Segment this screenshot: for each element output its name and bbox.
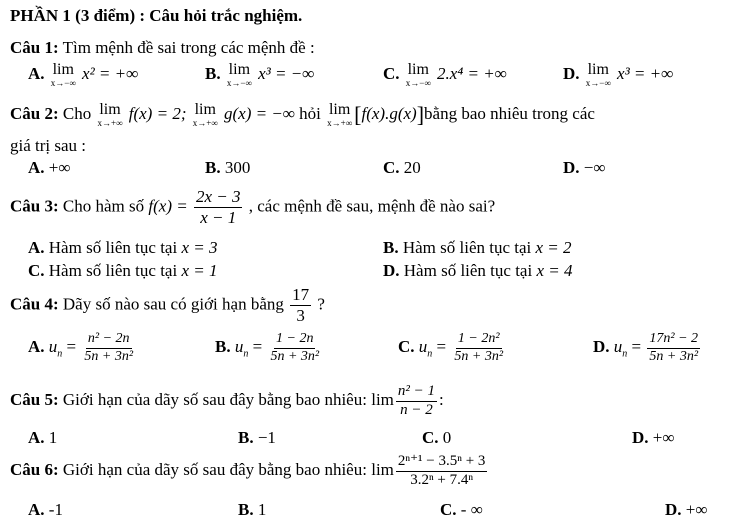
- q2-bracket-open: [: [354, 102, 362, 127]
- q4-b-den: 5n + 3n²: [270, 348, 320, 364]
- q3-option-c-math: x = 1: [181, 261, 218, 280]
- q3-option-b-text: Hàm số liên tục tại: [402, 238, 532, 257]
- q3-option-d[interactable]: [383, 261, 572, 281]
- q6-option-d[interactable]: [665, 500, 708, 520]
- q3-option-c[interactable]: [28, 261, 217, 281]
- q1-b-expr: x³ = −∞: [258, 63, 315, 83]
- q4-a-num: n² − 2n: [86, 332, 132, 349]
- question-2: [10, 102, 595, 128]
- q4-d-den: 5n + 3n²: [649, 348, 699, 364]
- q1-option-c-key: C.: [383, 63, 400, 83]
- q5-option-a-value: 1: [48, 428, 58, 447]
- q2-expr-f: f(x) = 2;: [128, 103, 187, 123]
- question-2-hoi: hỏi: [299, 103, 321, 123]
- q1-b-lim-sub: x→−∞: [226, 78, 252, 88]
- q3-option-a-key: A.: [28, 238, 45, 257]
- q2-lim-f: lim: [99, 101, 121, 118]
- q2-option-b-value: 300: [224, 158, 251, 177]
- q2-option-a-value: +∞: [48, 158, 71, 177]
- q4-c-eq: =: [436, 337, 447, 357]
- q6-option-d-value: +∞: [685, 500, 708, 519]
- question-5-text: Giới hạn của dãy số sau đây bằng bao nhiêu:: [62, 390, 367, 410]
- q3-option-b[interactable]: [383, 238, 572, 258]
- question-6-label: Câu 6:: [10, 460, 59, 480]
- question-1-text: Tìm mệnh đề sai trong các mệnh đề :: [62, 38, 315, 57]
- question-5-label: Câu 5:: [10, 390, 59, 410]
- q5-colon: :: [439, 390, 444, 410]
- question-6-text: Giới hạn của dãy số sau đây bằng bao nhiêu:: [62, 460, 367, 480]
- q3-option-b-key: B.: [383, 238, 399, 257]
- q3-option-a-text: Hàm số liên tục tại: [48, 238, 178, 257]
- q1-a-lim: lim: [52, 61, 74, 78]
- question-1: [10, 38, 315, 58]
- q4-option-b-key: B.: [215, 337, 231, 357]
- q4-c-num: 1 − 2n²: [456, 332, 502, 349]
- q3-option-d-key: D.: [383, 261, 400, 280]
- q5-option-a[interactable]: [28, 428, 57, 448]
- q3-option-a[interactable]: [28, 238, 217, 258]
- q2-option-d[interactable]: [563, 158, 606, 178]
- q5-option-b[interactable]: [238, 428, 276, 448]
- q4-option-a[interactable]: [28, 332, 137, 364]
- q5-option-b-key: B.: [238, 428, 254, 447]
- q2-bracket-close: ]: [416, 102, 425, 127]
- question-3-text-before: Cho hàm số: [62, 196, 145, 216]
- q4-d-num: 17n² − 2: [647, 332, 700, 349]
- q2-expr-fg: f(x).g(x): [361, 103, 417, 123]
- q4-option-c[interactable]: [398, 332, 507, 364]
- q4-option-d[interactable]: [593, 332, 702, 364]
- q5-option-a-key: A.: [28, 428, 45, 447]
- question-2-text-after: bằng bao nhiêu trong các: [424, 103, 595, 123]
- q3-option-d-text: Hàm số liên tục tại: [403, 261, 533, 280]
- q3-option-a-math: x = 3: [181, 238, 218, 257]
- q4-a-den: 5n + 3n²: [84, 348, 134, 364]
- q1-option-c[interactable]: [383, 62, 507, 88]
- q4-option-b[interactable]: [215, 332, 323, 364]
- q2-lim-f-sub: x→+∞: [97, 118, 123, 128]
- q5-option-d-key: D.: [632, 428, 649, 447]
- q4-d-sub: n: [622, 348, 628, 360]
- q2-option-a-key: A.: [28, 158, 45, 177]
- q2-expr-g: g(x) = −∞: [223, 103, 295, 123]
- q3-option-d-math: x = 4: [536, 261, 573, 280]
- q4-d-lhs: u: [613, 337, 623, 357]
- q2-option-c-key: C.: [383, 158, 400, 177]
- q2-option-c-value: 20: [403, 158, 421, 177]
- question-2-line2: giá trị sau :: [10, 136, 87, 155]
- q5-option-d[interactable]: [632, 428, 675, 448]
- q6-option-a[interactable]: [28, 500, 63, 520]
- q4-a-sub: n: [57, 348, 63, 360]
- q6-option-b[interactable]: [238, 500, 266, 520]
- q1-option-b-key: B.: [205, 63, 221, 83]
- q2-lim-g: lim: [194, 101, 216, 118]
- q3-option-c-text: Hàm số liên tục tại: [48, 261, 178, 280]
- question-2-cho: Cho: [62, 103, 92, 123]
- q3-option-c-key: C.: [28, 261, 45, 280]
- q6-option-c-value: - ∞: [460, 500, 483, 519]
- q6-option-b-key: B.: [238, 500, 254, 519]
- q1-a-lim-sub: x→−∞: [50, 78, 76, 88]
- q4-d-eq: =: [631, 337, 642, 357]
- q2-option-b-key: B.: [205, 158, 221, 177]
- question-4-label: Câu 4:: [10, 294, 59, 314]
- q2-option-b[interactable]: [205, 158, 250, 178]
- question-2-label: Câu 2:: [10, 103, 59, 123]
- q4-c-sub: n: [427, 348, 433, 360]
- q2-lim-fg-sub: x→+∞: [327, 118, 353, 128]
- q3-fraction-den: x − 1: [200, 207, 237, 227]
- q4-option-c-key: C.: [398, 337, 415, 357]
- q1-option-d-key: D.: [563, 63, 580, 83]
- q3-fraction-num: 2x − 3: [195, 187, 241, 206]
- q4-b-lhs: u: [234, 337, 244, 357]
- q5-fraction-den: n − 2: [400, 401, 433, 418]
- part-heading: PHẦN 1 (3 điểm) : Câu hỏi trắc nghiệm.: [10, 6, 303, 25]
- q4-b-sub: n: [243, 348, 249, 360]
- question-6: [10, 454, 489, 489]
- q6-fraction-num: 2ⁿ⁺¹ − 3.5ⁿ + 3: [396, 454, 488, 472]
- q1-option-d[interactable]: [563, 62, 673, 88]
- question-3-label: Câu 3:: [10, 196, 59, 216]
- q4-fraction-den: 3: [296, 305, 305, 325]
- q1-c-expr: 2.x⁴ = +∞: [437, 63, 507, 83]
- q6-option-b-value: 1: [257, 500, 267, 519]
- q1-option-a-key: A.: [28, 63, 45, 83]
- q1-c-lim: lim: [407, 61, 429, 78]
- q4-b-num: 1 − 2n: [274, 332, 315, 349]
- question-4: [10, 286, 325, 325]
- q1-option-b[interactable]: [205, 62, 314, 88]
- q2-option-a[interactable]: [28, 158, 71, 178]
- question-4-text: Dãy số nào sau có giới hạn bằng: [62, 294, 284, 314]
- q1-c-lim-sub: x→−∞: [405, 78, 431, 88]
- q5-option-c[interactable]: [422, 428, 451, 448]
- q4-c-lhs: u: [418, 337, 428, 357]
- q4-fraction-num: 17: [292, 285, 310, 304]
- q2-option-d-value: −∞: [583, 158, 606, 177]
- q6-option-c[interactable]: [440, 500, 483, 520]
- q5-fraction-num: n² − 1: [396, 384, 437, 402]
- q4-a-lhs: u: [48, 337, 58, 357]
- q6-option-a-key: A.: [28, 500, 45, 519]
- q3-option-b-math: x = 2: [535, 238, 572, 257]
- q6-fraction-den: 3.2ⁿ + 7.4ⁿ: [410, 471, 474, 488]
- question-3-text-after: , các mệnh đề sau, mệnh đề nào sai?: [248, 196, 496, 216]
- q4-option-d-key: D.: [593, 337, 610, 357]
- q6-option-a-value: -1: [48, 500, 63, 519]
- q6-option-c-key: C.: [440, 500, 457, 519]
- question-3: [10, 188, 495, 227]
- question-5: [10, 384, 444, 419]
- q4-option-a-key: A.: [28, 337, 45, 357]
- q1-d-lim-sub: x→−∞: [585, 78, 611, 88]
- question-4-qmark: ?: [317, 294, 325, 314]
- q3-fx: f(x) =: [148, 196, 188, 216]
- q5-option-d-value: +∞: [652, 428, 675, 447]
- q1-a-expr: x² = +∞: [82, 63, 139, 83]
- q4-b-eq: =: [252, 337, 263, 357]
- q2-lim-fg: lim: [328, 101, 351, 118]
- q6-option-d-key: D.: [665, 500, 682, 519]
- q4-a-eq: =: [66, 337, 77, 357]
- question-1-label: Câu 1:: [10, 38, 59, 57]
- q1-d-lim: lim: [587, 61, 609, 78]
- q5-option-b-value: −1: [257, 428, 276, 447]
- q1-b-lim: lim: [228, 61, 251, 78]
- q1-d-expr: x³ = +∞: [617, 63, 674, 83]
- q2-lim-g-sub: x→+∞: [192, 118, 218, 128]
- q2-option-d-key: D.: [563, 158, 580, 177]
- q1-option-a[interactable]: [28, 62, 138, 88]
- q5-lim: lim: [371, 390, 394, 410]
- q2-option-c[interactable]: [383, 158, 421, 178]
- q6-lim: lim: [371, 460, 394, 480]
- q5-option-c-value: 0: [442, 428, 452, 447]
- q4-c-den: 5n + 3n²: [454, 348, 504, 364]
- q5-option-c-key: C.: [422, 428, 439, 447]
